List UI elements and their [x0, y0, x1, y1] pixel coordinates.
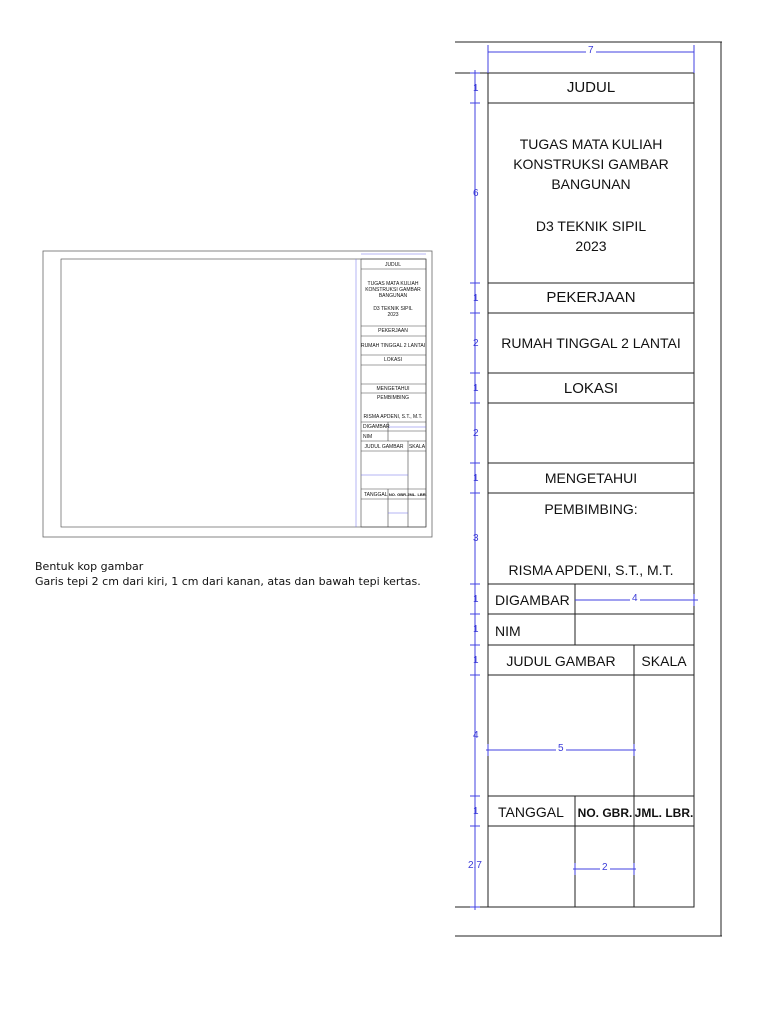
dim-row-tanggal: 1: [473, 806, 479, 817]
title-block-frame: [488, 73, 694, 907]
thumb-pembimbing: PEMBIMBING: [377, 395, 409, 401]
thumb-no-gbr: NO. GBR.: [388, 492, 408, 497]
tugas-line-2: KONSTRUKSI GAMBAR: [513, 156, 669, 172]
thumb-tanggal: TANGGAL: [364, 492, 388, 498]
digambar-label: DIGAMBAR: [495, 592, 570, 608]
thumb-judul-gambar: JUDUL GAMBAR: [364, 444, 404, 450]
dim-row-judul-gambar: 1: [473, 655, 479, 666]
caption-description: Garis tepi 2 cm dari kiri, 1 cm dari kanan, atas dan bawah tepi kertas.: [35, 575, 421, 588]
jml-lbr-label: JML. LBR.: [634, 806, 694, 820]
dim-row-gambar-blank: 4: [473, 730, 479, 741]
nim-label: NIM: [495, 623, 521, 639]
dim-row-lokasi: 1: [473, 383, 479, 394]
thumb-mengetahui: MENGETAHUI: [376, 386, 410, 392]
pekerjaan-label: PEKERJAAN: [546, 289, 636, 306]
dim-row-nim: 1: [473, 624, 479, 635]
dim-row-digambar: 1: [473, 594, 479, 605]
thumb-tugas-2: KONSTRUKSI GAMBAR: [365, 287, 421, 293]
dim-row-rumah: 2: [473, 338, 479, 349]
judul-gambar-label: JUDUL GAMBAR: [506, 653, 616, 669]
tugas-line-1: TUGAS MATA KULIAH: [519, 136, 663, 152]
dim-row-bottom: 2.7: [468, 860, 482, 871]
dim-width-total: 7: [588, 45, 594, 56]
thumb-nim: NIM: [363, 434, 373, 440]
judul-label: JUDUL: [566, 79, 616, 96]
pembimbing-name: RISMA APDENI, S.T., M.T.: [508, 562, 674, 578]
thumb-jml-lbr: JML. LBR.: [407, 492, 427, 497]
skala-label: SKALA: [641, 653, 687, 669]
thumb-name: RISMA APDENI, S.T., M.T.: [363, 414, 423, 420]
dim-digambar-value: 4: [632, 593, 638, 604]
lokasi-label: LOKASI: [563, 380, 619, 397]
dim-nogbr-width-value: 2: [602, 862, 608, 873]
thumb-prodi-2: 2023: [387, 312, 399, 318]
pembimbing-label: PEMBIMBING:: [544, 501, 638, 517]
thumb-skala: SKALA: [408, 444, 426, 450]
dim-row-lokasi-blank: 2: [473, 428, 479, 439]
thumb-tugas-1: TUGAS MATA KULIAH: [367, 281, 419, 287]
dim-row-pekerjaan: 1: [473, 293, 479, 304]
thumb-rumah: RUMAH TINGGAL 2 LANTAI: [360, 343, 426, 349]
dim-gambar-width-value: 5: [558, 743, 564, 754]
thumb-prodi-1: D3 TEKNIK SIPIL: [373, 306, 413, 312]
prodi-line-1: D3 TEKNIK SIPIL: [535, 218, 647, 234]
pekerjaan-value: RUMAH TINGGAL 2 LANTAI: [501, 335, 681, 351]
thumb-judul: JUDUL: [384, 262, 402, 268]
thumb-lokasi: LOKASI: [383, 357, 403, 363]
dim-row-pembimbing: 3: [473, 533, 479, 544]
tanggal-label: TANGGAL: [498, 804, 564, 820]
dim-row-mengetahui: 1: [473, 473, 479, 484]
caption-title: Bentuk kop gambar: [35, 560, 144, 573]
dim-row-judul: 1: [473, 83, 479, 94]
tugas-line-3: BANGUNAN: [551, 176, 631, 192]
thumb-digambar: DIGAMBAR: [363, 424, 390, 430]
mengetahui-label: MENGETAHUI: [544, 470, 638, 486]
thumb-tugas-3: BANGUNAN: [378, 293, 408, 299]
prodi-line-2: 2023: [575, 238, 607, 254]
dim-row-tugas: 6: [473, 188, 479, 199]
thumb-pekerjaan: PEKERJAAN: [378, 328, 408, 334]
no-gbr-label: NO. GBR.: [577, 806, 633, 820]
